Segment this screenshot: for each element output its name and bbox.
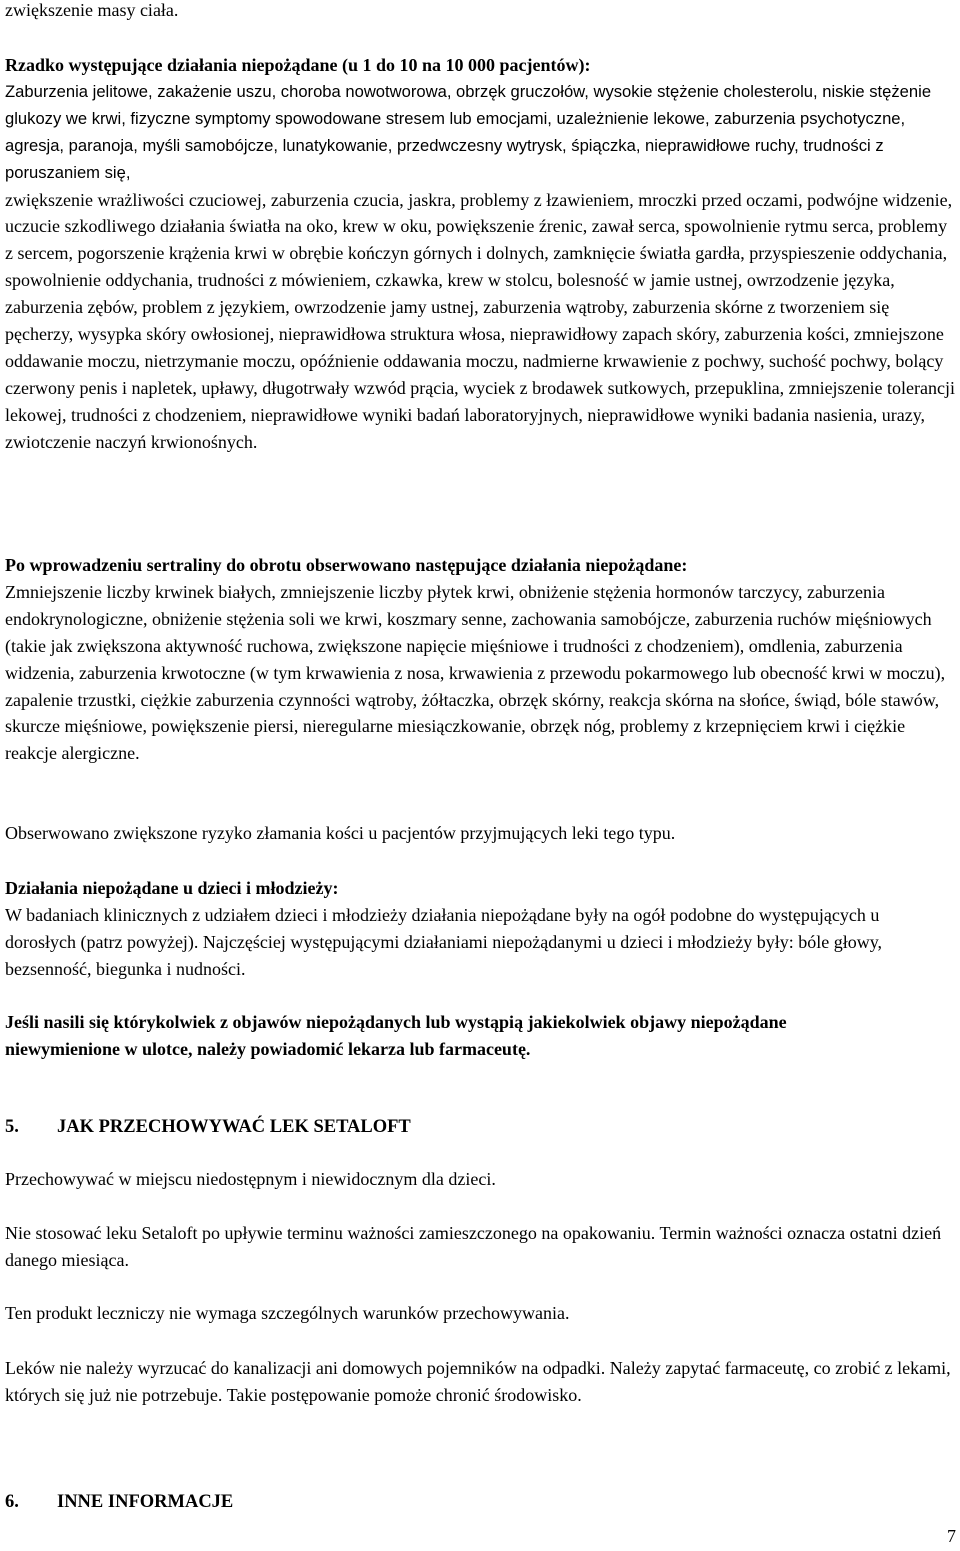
rare-effects-section <box>5 52 957 456</box>
children-title: Działania niepożądane u dzieci i młodzieży: <box>5 878 339 898</box>
storage-conditions: Ten produkt leczniczy nie wymaga szczególnych warunków przechowywania. <box>5 1303 570 1323</box>
section-6-heading <box>5 1489 957 1516</box>
children-text: W badaniach klinicznych z udziałem dzieci i młodzieży działania niepożądane były na ogół podobne do występujących u dorosłych (patrz powyżej). Najczęściej występującymi działaniami niepożądanymi u dzieci i młodzieży były: bóle głowy, bezsenność, biegunka i nudności. <box>5 904 883 979</box>
rare-effects-serif-text: zwiększenie wrażliwości czuciowej, zaburzenia czucia, jaskra, problemy z łzawieniem, mroczki przed oczami, podwójne widzenie, uczucie szkodliwego działania światła na oko, krew w oku, powiększenie źrenic, zawał serca, spowolnienie rytmu serca, problemy z sercem, pogorszenie krążenia krwi w obrębie kończyn górnych i dolnych, zamknięcie światła gardła, przyspieszenie oddychania, spowolnienie oddychania, trudności z mówieniem, czkawka, krew w stolcu, bolesność w jamie ustnej, owrzodzenie języka, zaburzenia zębów, problem z językiem, owrzodzenie jamy ustnej, zaburzenia wątroby, zaburzenia skórne z tworzeniem się pęcherzy, wysypka skóry owłosionej, nieprawidłowa struktura włosa, nieprawidłowy zapach skóry, zaburzenia kości, zmniejszone oddawanie moczu, nietrzymanie moczu, opóźnienie oddawania moczu, nadmierne krwawienie z pochwy, suchość pochwy, bolący czerwony penis i napletek, upławy, długotrwały wzwód prącia, wyciek z brodawek sutkowych, przepuklina, zmniejszenie tolerancji lekowej, trudności z chodzeniem, nieprawidłowe wyniki badań laboratoryjnych, nieprawidłowe wyniki badania nasienia, urazy, zwiotczenie naczyń krwionośnych. <box>5 189 956 452</box>
section-6-title: INNE INFORMACJE <box>57 1492 234 1512</box>
section-6-number: 6. <box>5 1492 19 1512</box>
storage-children: Przechowywać w miejscu niedostępnym i niewidocznym dla dzieci. <box>5 1169 496 1189</box>
rare-effects-sans-text: Zaburzenia jelitowe, zakażenie uszu, choroba nowotworowa, obrzęk gruczołów, wysokie stężenie cholesterolu, niskie stężenie glukozy we krwi, fizyczne symptomy spowodowane stresem lub emocjami, uzależnienie lekowe, zaburzenia psychotyczne, agresja, paranoja, myśli samobójcze, lunatykowanie, przedwczesny wytrysk, śpiączka, nieprawidłowe ruchy, trudności z poruszaniem się, <box>5 81 932 182</box>
postmarketing-text: Zmniejszenie liczby krwinek białych, zmniejszenie liczby płytek krwi, obniżenie stężenia hormonów tarczycy, zaburzenia endokrynologiczne, obniżenie stężenia soli we krwi, koszmary senne, zachowania samobójcze, zaburzenia ruchów mięśniowych (takie jak zwiększona aktywność ruchowa, zwiększone napięcie mięśniowe i trudności z chodzeniem), omdlenia, zaburzenia widzenia, zaburzenia krwotoczne (w tym krwawienia z nosa, krwawienia z przewodu pokarmowego lub obecność krwi w moczu), zapalenie trzustki, ciężkie zaburzenia czynności wątroby, żółtaczka, obrzęk skórny, reakcja skórna na słońce, świąd, bóle stawów, skurcze mięśniowe, powiększenie piersi, nieregularne miesiączkowanie, obrzęk nóg, problemy z krzepnięciem krwi i ciężkie reakcje alergiczne. <box>5 581 946 764</box>
postmarketing-section <box>5 552 957 767</box>
section-5-number: 5. <box>5 1117 19 1137</box>
postmarketing-title: Po wprowadzeniu sertraliny do obrotu obserwowano następujące działania niepożądane: <box>5 555 688 575</box>
fracture-note: Obserwowano zwiększone ryzyko złamania kości u pacjentów przyjmujących leki tego typu. <box>5 823 676 843</box>
rare-effects-title: Rzadko występujące działania niepożądane (u 1 do 10 na 10 000 pacjentów): <box>5 55 591 75</box>
storage-disposal: Leków nie należy wyrzucać do kanalizacji ani domowych pojemników na odpadki. Należy zapytać farmaceutę, co zrobić z lekami, których się już nie potrzebuje. Takie postępowanie pomoże chronić środowisko. <box>5 1358 951 1405</box>
section-5-heading <box>5 1114 957 1141</box>
top-line: zwiększenie masy ciała. <box>5 0 179 20</box>
children-section <box>5 875 957 983</box>
warning-text: Jeśli nasili się którykolwiek z objawów niepożądanych lub wystąpią jakiekolwiek objawy niepożądane niewymienione w ulotce, należy powiadomić lekarza lub farmaceutę. <box>5 1012 787 1059</box>
storage-expiry: Nie stosować leku Setaloft po upływie terminu ważności zamieszczonego na opakowaniu. Termin ważności oznacza ostatni dzień danego miesiąca. <box>5 1223 942 1270</box>
page-number: 7 <box>947 1526 956 1546</box>
section-5-title: JAK PRZECHOWYWAĆ LEK SETALOFT <box>57 1117 411 1137</box>
